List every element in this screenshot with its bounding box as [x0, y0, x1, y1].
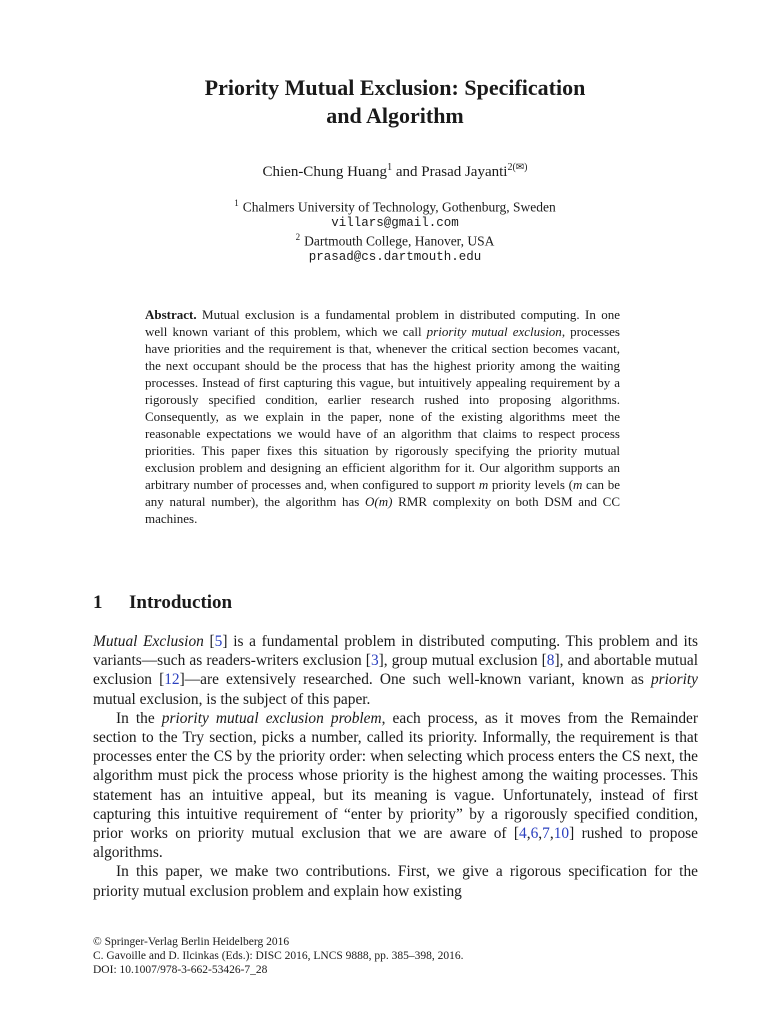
- abstract-text-4: can be any natural number), the algorithm has: [145, 477, 621, 509]
- author-list: [100, 162, 690, 181]
- author-and: and: [395, 164, 418, 180]
- footer-doi: DOI: 10.1007/978-3-662-53426-7_28: [93, 964, 268, 976]
- section-body: [93, 632, 698, 901]
- citation-link[interactable]: 5: [214, 633, 223, 650]
- title-line-2: and Algorithm: [326, 103, 464, 128]
- para1-text-3: , and abortable mutual exclusion: [93, 652, 698, 689]
- affiliation-2: [100, 232, 690, 264]
- para1-text-1: is a fundamental problem in distributed computing. This problem and its variants—such as readers-writers exclusion: [93, 633, 699, 670]
- paragraph-2: In the priority mutual exclusion problem, each process, as it moves from the Remainder section to the Try section, picks a number, called its priority. Informally, the requirement is that processes enter the CS by the priority order: when selecting which process enters the CS next, the algorithm must pick the process whose priority is the highest among the waiting processes. This statement has an intuitive appeal, but its meaning is vague. Unfortunately, instead of first capturing this intuitive requirement of “enter by priority” by a rigorously specified condition, prior works on priority mutual exclusion that we are aware of [4,6,7,10] rushed to propose algorithms.: [93, 709, 699, 862]
- para1-text-4: —are extensively researched. One such well-known variant, known as: [184, 671, 644, 689]
- para2-text-2: , each process, as it moves from the Remainder section to the Try section, picks a number, called its priority. Informally, the requirement is that processes enter the CS by the priority order: when selecting which process enters the CS next, the algorithm must pick the process whose priority is the highest among the waiting processes. This statement has an intuitive appeal, but its meaning is vague. Unfortunately, instead of first capturing this intuitive requirement of “enter by priority” by a rigorously specified condition, prior works on priority mutual exclusion that we are aware of: [93, 709, 699, 843]
- para3-text-1: In this paper, we make two contributions. First, we give a rigorous specification for the priority mutual exclusion problem and explain how existing: [93, 863, 698, 900]
- paper-title: [100, 74, 690, 130]
- abstract: [145, 306, 620, 527]
- section-heading: [93, 592, 232, 614]
- citation-link[interactable]: 12: [164, 671, 180, 689]
- affiliation-2-email[interactable]: prasad@cs.dartmouth.edu: [308, 249, 482, 264]
- affiliation-2-sup: 2: [295, 232, 301, 242]
- abstract-text-5: RMR complexity on both DSM and CC machines.: [145, 494, 620, 526]
- copyright-footer: [93, 935, 698, 977]
- author-1: Chien-Chung Huang: [262, 164, 388, 180]
- section-number: 1: [93, 592, 103, 613]
- abstract-emphasis: priority mutual exclusion: [426, 324, 562, 339]
- citation-link[interactable]: 10: [553, 825, 570, 843]
- para2-emphasis: priority mutual exclusion problem: [161, 709, 382, 727]
- abstract-text-3: priority levels (: [491, 477, 573, 492]
- para2-text-3: rushed to propose algorithms.: [93, 825, 698, 862]
- para1-emphasis-2: priority: [650, 671, 698, 689]
- abstract-math-om: O(m): [365, 494, 393, 509]
- affiliation-1: [100, 198, 690, 230]
- abstract-label: Abstract.: [145, 307, 197, 322]
- author-1-sup: 1: [387, 162, 393, 173]
- footer-editors: C. Gavoille and D. Ilcinkas (Eds.): DISC 2016, LNCS 9888, pp. 385–398, 2016.: [93, 950, 464, 962]
- citation-link[interactable]: 6: [530, 825, 539, 843]
- para2-text-1: In the: [116, 709, 155, 727]
- affiliation-1-name: Chalmers University of Technology, Gothenburg, Sweden: [242, 199, 556, 215]
- para1-emphasis: Mutual Exclusion: [93, 633, 204, 650]
- paragraph-3: [93, 862, 698, 900]
- author-2-sup: 2(✉): [507, 162, 528, 173]
- author-2: Prasad Jayanti: [421, 164, 508, 180]
- abstract-text-1: Mutual exclusion is a fundamental problem in distributed computing. In one well known variant of this problem, which we call: [145, 307, 620, 339]
- citation-link[interactable]: 3: [370, 652, 379, 670]
- citation-link[interactable]: 7: [542, 825, 550, 843]
- title-line-1: Priority Mutual Exclusion: Specification: [204, 75, 586, 100]
- section-title: Introduction: [129, 592, 233, 613]
- abstract-math-m: m: [478, 477, 489, 492]
- para1-text-2: , group mutual exclusion: [383, 652, 538, 670]
- affiliation-1-email[interactable]: villars@gmail.com: [331, 215, 459, 230]
- affiliation-1-sup: 1: [234, 198, 239, 208]
- affiliation-2-name: Dartmouth College, Hanover, USA: [304, 233, 495, 249]
- abstract-math-m-2: m: [572, 477, 583, 492]
- abstract-text-2: , processes have priorities and the requirement is that, whenever the critical section becomes vacant, the next occupant should be the process that has the highest priority among the waiting processes. Instead of first capturing this vague, but intuitively appealing requirement by a rigorously specified condition, earlier research rushed into proposing algorithms. Consequently, as we explain in the paper, none of the existing algorithms meet the reasonable expectations we would have of an algorithm that claims to respect process priorities. This paper fixes this situation by rigorously specifying the priority mutual exclusion problem and designing an efficient algorithm for it. Our algorithm supports an arbitrary number of processes and, when configured to support: [145, 324, 620, 492]
- footer-copyright: © Springer-Verlag Berlin Heidelberg 2016: [93, 936, 290, 948]
- paragraph-1: Mutual Exclusion [5] is a fundamental problem in distributed computing. This problem and its variants—such as readers-writers exclusion [3], group mutual exclusion [8], and abortable mutual exclusion [12]—are extensively researched. One such well-known variant, known as priority mutual exclusion, is the subject of this paper.: [93, 633, 699, 708]
- citation-link[interactable]: 4: [519, 825, 527, 843]
- para1-text-5: mutual exclusion, is the subject of this paper.: [93, 690, 371, 708]
- citation-link[interactable]: 8: [546, 652, 555, 670]
